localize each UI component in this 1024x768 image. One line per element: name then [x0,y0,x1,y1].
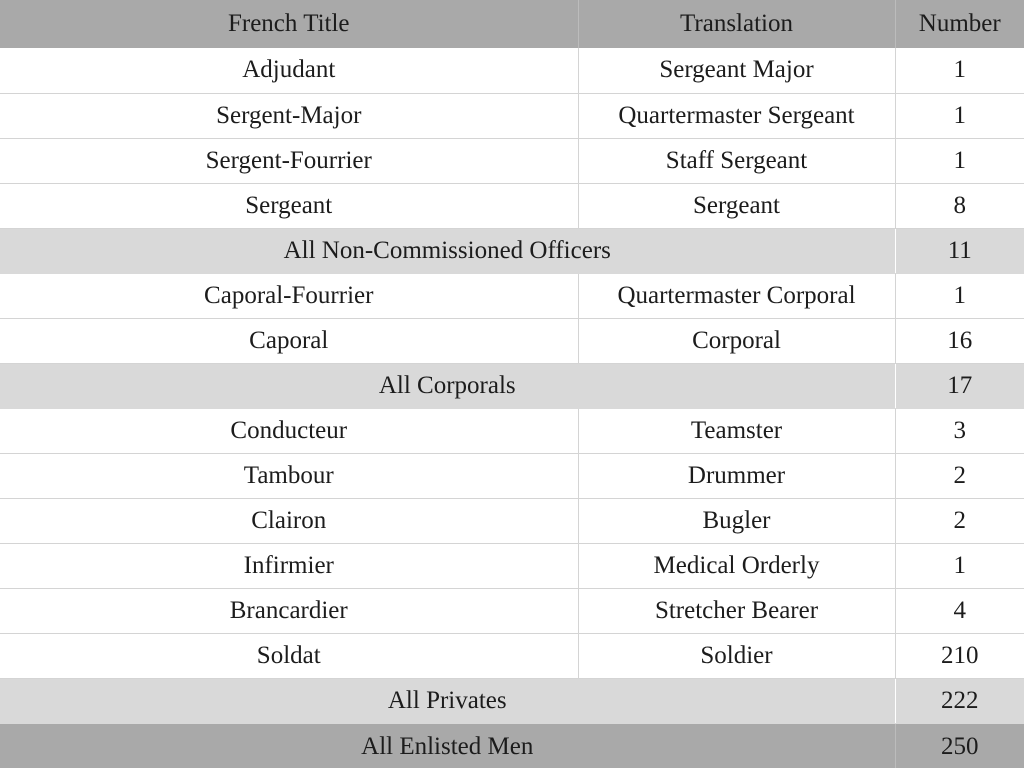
table-row [0,273,1024,318]
subtotal-label: All Privates [0,678,895,723]
french-title-cell: Sergent-Major [0,93,578,138]
number-cell: 1 [895,93,1024,138]
table-header-row [0,0,1024,48]
translation-cell: Drummer [578,453,895,498]
french-title-cell: Soldat [0,633,578,678]
number-cell: 210 [895,633,1024,678]
number-cell: 1 [895,48,1024,93]
table-row [0,498,1024,543]
column-header-number: Number [895,0,1024,48]
french-title-cell: Caporal-Fourrier [0,273,578,318]
subtotal-row [0,228,1024,273]
table-row [0,138,1024,183]
translation-cell: Sergeant [578,183,895,228]
table-row [0,453,1024,498]
french-title-cell: Sergent-Fourrier [0,138,578,183]
subtotal-row [0,678,1024,723]
translation-cell: Soldier [578,633,895,678]
table-row [0,588,1024,633]
table-row [0,48,1024,93]
french-title-cell: Conducteur [0,408,578,453]
subtotal-label: All Corporals [0,363,895,408]
column-header-translation: Translation [578,0,895,48]
subtotal-number: 17 [895,363,1024,408]
number-cell: 3 [895,408,1024,453]
number-cell: 2 [895,453,1024,498]
french-title-cell: Brancardier [0,588,578,633]
number-cell: 2 [895,498,1024,543]
table-row [0,408,1024,453]
translation-cell: Stretcher Bearer [578,588,895,633]
subtotal-number: 222 [895,678,1024,723]
translation-cell: Medical Orderly [578,543,895,588]
translation-cell: Quartermaster Corporal [578,273,895,318]
translation-cell: Staff Sergeant [578,138,895,183]
number-cell: 4 [895,588,1024,633]
table-row [0,93,1024,138]
french-title-cell: Caporal [0,318,578,363]
translation-cell: Corporal [578,318,895,363]
number-cell: 1 [895,543,1024,588]
total-number: 250 [895,723,1024,768]
translation-cell: Teamster [578,408,895,453]
table-row [0,318,1024,363]
translation-cell: Quartermaster Sergeant [578,93,895,138]
total-row [0,723,1024,768]
total-label: All Enlisted Men [0,723,895,768]
number-cell: 8 [895,183,1024,228]
subtotal-row [0,363,1024,408]
french-title-cell: Tambour [0,453,578,498]
number-cell: 1 [895,273,1024,318]
french-title-cell: Infirmier [0,543,578,588]
number-cell: 1 [895,138,1024,183]
subtotal-number: 11 [895,228,1024,273]
number-cell: 16 [895,318,1024,363]
french-title-cell: Clairon [0,498,578,543]
french-title-cell: Sergeant [0,183,578,228]
translation-cell: Sergeant Major [578,48,895,93]
table-row [0,633,1024,678]
table-row [0,183,1024,228]
french-title-cell: Adjudant [0,48,578,93]
subtotal-label: All Non-Commissioned Officers [0,228,895,273]
table-row [0,543,1024,588]
column-header-french-title: French Title [0,0,578,48]
translation-cell: Bugler [578,498,895,543]
